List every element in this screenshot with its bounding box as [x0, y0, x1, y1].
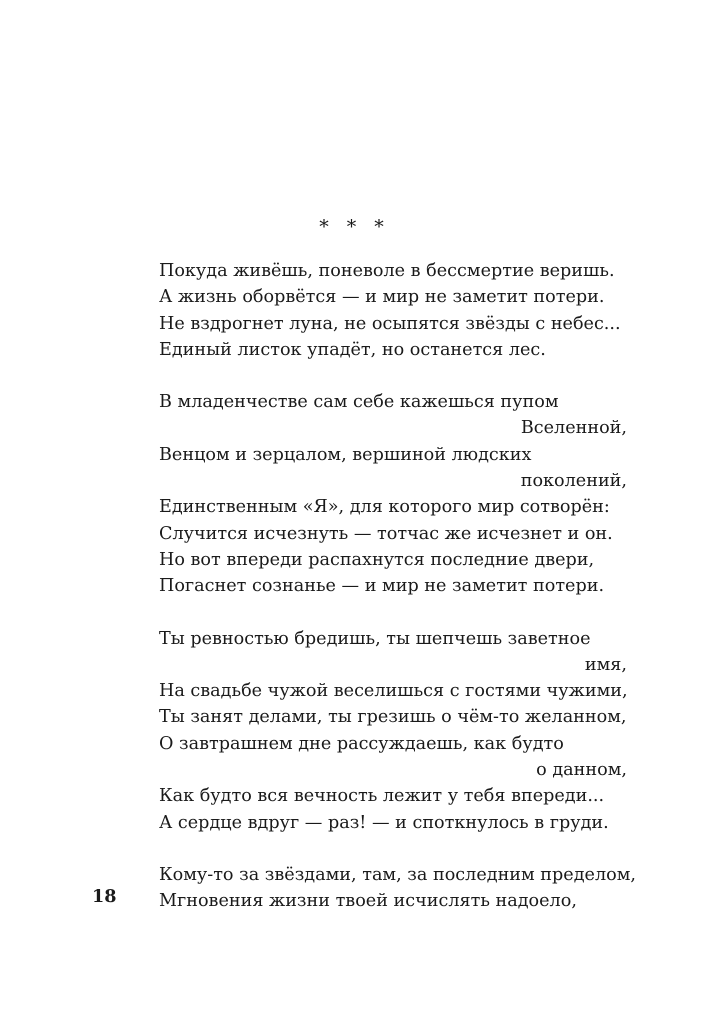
poem-line: Венцом и зерцалом, вершиной людских [159, 444, 532, 465]
poem-line: А сердце вдруг — раз! — и споткнулось в груди. [159, 812, 609, 833]
poem-line: На свадьбе чужой веселишься с гостями чужими, [159, 681, 628, 702]
poem-line: Погаснет сознанье — и мир не заметит потери. [159, 576, 605, 597]
stanza [159, 258, 627, 363]
poem-line-continuation: поколений, [520, 471, 627, 492]
poem-line: Покуда живёшь, поневоле в бессмертие веришь. [159, 261, 615, 281]
poem-line: Не вздрогнет луна, не осыпятся звёзды с небес... [159, 313, 621, 334]
poem-line: В младенчестве сам себе кажешься пупом [159, 392, 559, 413]
poem-line: О завтрашнем дне рассуждаешь, как будто [159, 733, 564, 754]
poem-line: Как будто вся вечность лежит у тебя впереди... [159, 786, 605, 807]
stanza [159, 389, 627, 599]
poem-line: Ты занят делами, ты грезишь о чём-то желанном, [159, 707, 627, 728]
poem-line: Кому-то за звёздами, там, за последним пределом, [159, 864, 636, 885]
poem-line: Единый листок упадёт, но останется лес. [159, 339, 546, 360]
poem-line: Случится исчезнуть — тотчас же исчезнет и он. [159, 523, 613, 544]
poem-line: Единственным «Я», для которого мир сотворён: [159, 497, 610, 518]
poem-line: Но вот впереди распахнутся последние двери, [159, 549, 595, 570]
poem-line-continuation: Вселенной, [520, 418, 627, 439]
stanza [159, 862, 636, 915]
section-ornament: * * * [319, 216, 390, 238]
poem-line-continuation: о данном, [536, 760, 627, 781]
poem-line: Ты ревностью бредишь, ты шепчешь заветное [159, 628, 591, 649]
stanza [159, 626, 627, 836]
poem-line-continuation: имя, [584, 654, 627, 675]
poem [159, 258, 636, 941]
page-number: 18 [92, 886, 117, 907]
poem-line: А жизнь оборвётся — и мир не заметит потери. [159, 287, 605, 308]
poem-line: Мгновения жизни твоей исчислять надоело, [159, 891, 577, 912]
